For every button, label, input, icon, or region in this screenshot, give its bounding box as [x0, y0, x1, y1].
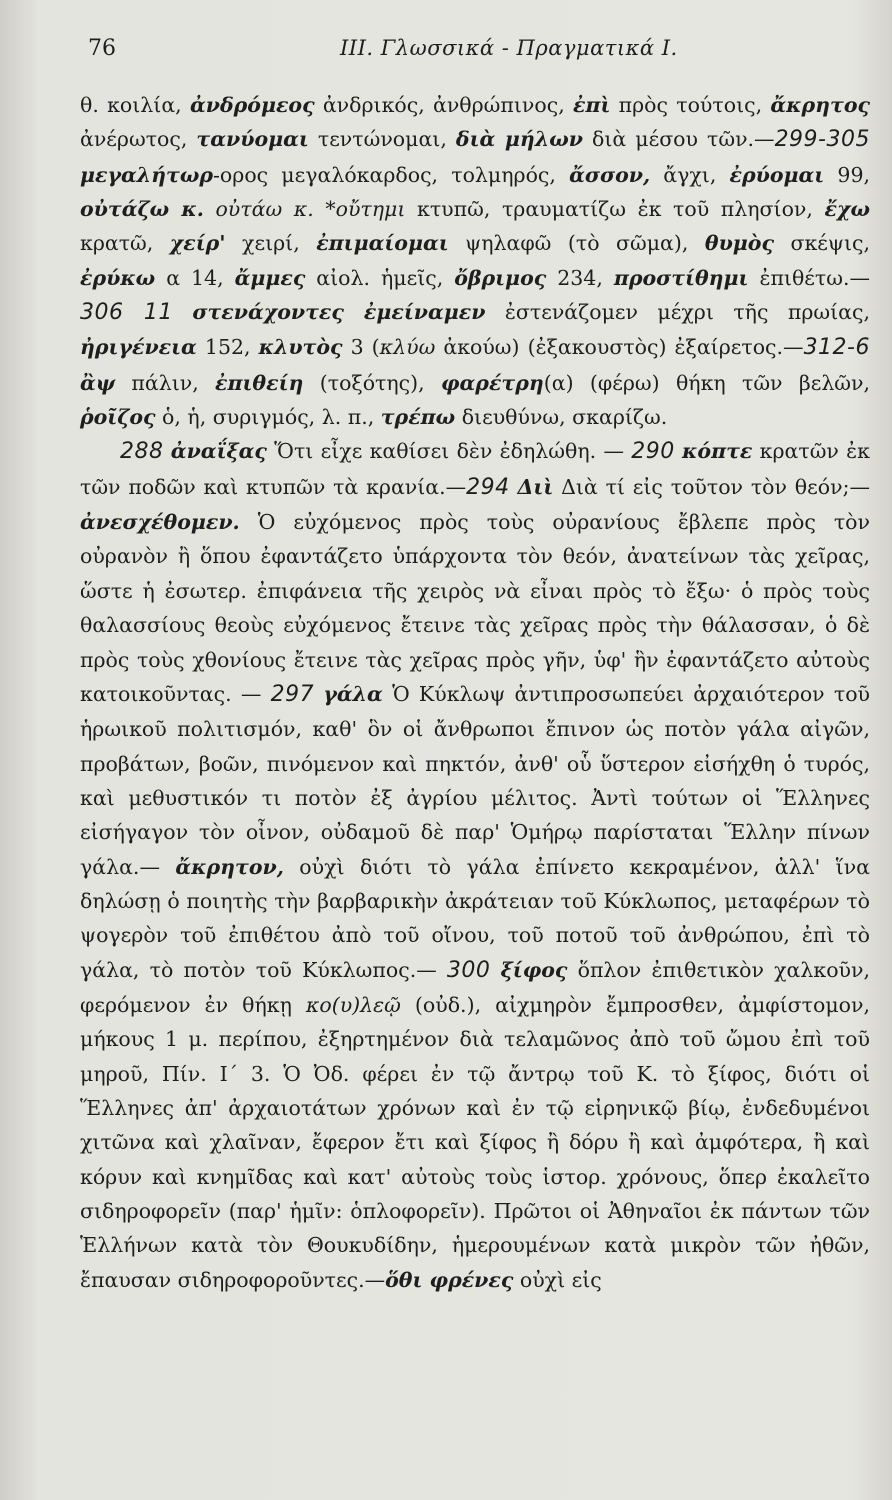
text-run: 3 (	[342, 335, 380, 360]
line-reference: 300	[446, 957, 491, 983]
line-reference: 312-6	[803, 335, 870, 361]
text-run: 152,	[196, 335, 259, 360]
italic-term: κλύω	[379, 335, 436, 360]
text-run: (τοξότης),	[303, 370, 441, 395]
text-run: τεντώνομαι,	[308, 127, 456, 152]
text-run: Ὁ εὐχόμενος πρὸς τοὺς οὐρανίους ἔβλεπε πρὸς τὸν οὐρανὸν ἢ ὅπου ἐφαντάζετο ὑπάρχοντα τὸν θεόν, ἀνατείνων τὰς χεῖρας, ὥστε ἡ ἐσωτερ. ἐπιφάνεια τῆς χειρὸς νὰ εἶναι πρὸς τὸ ἔξω· ὁ πρὸς τοὺς θαλασσίους θεοὺς εὐχόμενος ἔτεινε τὰς χεῖρας πρὸς τὴν θάλασσαν, ὁ δὲ πρὸς τοὺς χθονίους ἔτεινε τὰς χεῖρας πρὸς γῆν, ὑφ' ἣν ἐφαντάζετο αὐτοὺς κατοικοῦντας. —	[80, 510, 870, 706]
text-run: 234,	[546, 265, 614, 290]
text-run: κτυπῶ, τραυματίζω ἐκ τοῦ πλησίον,	[405, 197, 825, 222]
lemma: ἠριγένεια	[80, 335, 197, 360]
text-run: κρατῶ,	[80, 231, 170, 256]
text-run: πρὸς τούτοις,	[610, 93, 771, 117]
text-run: ἄγχι,	[650, 162, 730, 187]
commentary-text	[80, 88, 870, 1297]
running-head: III. Γλωσσικά - Πραγματικά I.	[340, 36, 678, 60]
lemma: στενάχοντες ἐμείναμεν	[192, 300, 486, 325]
line-reference: 294	[466, 474, 510, 500]
text-run: ἀκούω) (ἐξακουστὸς) ἐξαίρετος.—	[435, 335, 804, 360]
text-run: *	[313, 197, 336, 222]
text-run	[314, 682, 323, 706]
text-run: ἐστενάζομεν μέχρι τῆς πρωίας,	[485, 300, 870, 325]
text-run	[510, 475, 518, 499]
italic-term: οὔτημι	[335, 197, 406, 222]
line-reference: 288	[120, 439, 164, 465]
text-run	[490, 958, 500, 982]
text-run: ἐπιθέτω.—	[748, 265, 870, 290]
text-run: διευθύνω, σκαρίζω.	[455, 405, 668, 430]
lemma: τρέπω	[380, 405, 456, 430]
lemma: μεγαλήτωρ	[80, 162, 213, 187]
text-run: αἰολ. ἡμεῖς,	[305, 265, 455, 290]
line-reference: 299-305	[774, 127, 870, 153]
text-run: ἀνέρωτος,	[80, 127, 197, 152]
italic-term: κο(υ)λεῷ	[305, 992, 401, 1017]
text-run: θ. κοιλία,	[80, 93, 190, 117]
text-run	[164, 439, 171, 463]
text-run: πάλιν,	[115, 370, 216, 395]
text-run: Ὁ Κύκλωψ ἀντιπροσωπεύει ἀρχαιότερον τοῦ ἡρωικοῦ πολιτισμόν, καθ' ὃν οἱ ἄνθρωποι ἔπινον ὡς ποτὸν γάλα αἰγῶν, προβάτων, βοῶν, πινόμενον καὶ πηκτόν, ἀνθ' οὗ ὕστερον εἰσήχθη ὁ τυρός, καὶ μεθυστικόν τι ποτὸν ἐξ ἀγρίου μέλιτος. Ἀντὶ τούτων οἱ Ἕλληνες εἰσήγαγον τὸν οἶνον, οὐδαμοῦ δὲ παρ' Ὁμήρῳ παρίσταται Ἕλλην πίνων γάλα.—	[80, 681, 870, 879]
lemma: ἀναΐξας	[170, 439, 267, 464]
lemma: διὰ μήλων	[455, 127, 583, 152]
lemma: ἀνδρόμεος	[189, 93, 315, 117]
text-run: χειρί,	[225, 231, 317, 256]
lemma: ὄβριμος	[454, 265, 547, 290]
text-run: (οὐδ.), αἰχμηρὸν ἔμπροσθεν, ἀμφίστομον, μήκους 1 μ. περίπου, ἐξηρτημένον διὰ τελαμῶνος ἀπὸ τοῦ ὤμου ἐπὶ τοῦ μηροῦ, Πίν. Ι΄ 3. Ὁ Ὀδ. φέρει ἐν τῷ ἄντρῳ τοῦ Κ. τὸ ξίφος, διότι οἱ Ἕλληνες ἀπ' ἀρχαιοτάτων χρόνων καὶ ἐν τῷ εἰρηνικῷ βίῳ, ἐνδεδυμένοι χιτῶνα καὶ χλαῖναν, ἔφερον ἔτι καὶ ξίφος ἢ δόρυ ἢ καὶ ἀμφότερα, ἢ καὶ κόρυν καὶ κνημῖδας καὶ κατ' αὐτοὺς τοὺς ἱστορ. χρόνους, ὅπερ ἐκαλεῖτο σιδηροφορεῖν (παρ' ἡμῖν: ὁπλοφορεῖν). Πρῶτοι οἱ Ἀθηναῖοι ἐκ πάντων τῶν Ἑλλήνων κατὰ τὸν Θουκυδίδην, ἡμερουμένων κατὰ μικρὸν τῶν ἠθῶν, ἔπαυσαν σιδηροφοροῦντες.—	[80, 992, 870, 1292]
text-run: σκέψις,	[773, 231, 870, 256]
text-run: α 14,	[155, 265, 235, 290]
lemma: ἄμμες	[234, 265, 306, 290]
text-run: 99,	[824, 162, 870, 187]
lemma: προστίθημι	[613, 265, 749, 290]
paragraph	[80, 434, 870, 1297]
lemma: ἐρύομαι	[729, 162, 825, 187]
text-run: ὅπλον ἐπιθετικὸν χαλκοῦν, φερόμενον ἐν θήκῃ	[80, 957, 870, 1017]
text-run: ἀνδρικός, ἀνθρώπινος,	[314, 93, 573, 117]
lemma: ἀνεσχέθομεν.	[80, 510, 240, 535]
italic-term: οὐτάω κ.	[215, 197, 314, 222]
lemma: ἔχω	[824, 197, 870, 222]
text-run: κρατῶν ἐκ τῶν ποδῶν καὶ κτυπῶν τὰ κρανία.—	[80, 439, 870, 499]
text-run: οὐχὶ διότι τὸ γάλα ἐπίνετο κεκραμένον, ἀλλ' ἵνα δηλώσῃ ὁ ποιητὴς τὴν βαρβαρικὴν ἀκράτειαν τοῦ Κύκλωπος, μεταφέρων τὸ ψογερὸν τοῦ ἐπιθέτου ἀπὸ τοῦ οἴνου, τοῦ ποτοῦ τοῦ ἀνθρώπου, ἐπὶ τὸ γάλα, τὸ ποτὸν τοῦ Κύκλωπος.—	[80, 854, 871, 982]
paragraph	[80, 88, 870, 434]
lemma: χείρ'	[169, 231, 226, 256]
text-run	[173, 300, 192, 324]
text-run	[675, 439, 682, 463]
lemma: ἐρύκω	[80, 265, 156, 290]
text-run: οὐχὶ εἰς	[513, 1267, 602, 1292]
lemma: ὅθι φρένες	[385, 1267, 514, 1292]
lemma: τανύομαι	[196, 127, 309, 152]
text-run: ψηλαφῶ (τὸ σῶμα),	[448, 231, 705, 256]
lemma: γάλα	[323, 681, 383, 706]
line-reference: 297	[270, 681, 315, 707]
line-reference: 290	[631, 439, 675, 465]
lemma: Διὶ	[517, 474, 554, 499]
lemma: ἄσσον,	[569, 162, 651, 187]
lemma: ἂψ	[80, 370, 116, 395]
page-number: 76	[88, 36, 116, 61]
text-run: -ορος μεγαλόκαρδος, τολμηρός,	[213, 162, 570, 187]
lemma: θυμὸς	[704, 231, 774, 256]
lemma: ἄκρητον,	[175, 854, 284, 879]
text-run: διὰ μέσου τῶν.—	[582, 127, 775, 152]
line-reference: 306 11	[80, 300, 173, 326]
lemma: ἐπιμαίομαι	[316, 231, 449, 256]
page-header	[0, 30, 892, 70]
text-run: Διὰ τί εἰς τοῦτον τὸν θεόν;—	[553, 474, 870, 499]
lemma: φαρέτρη	[440, 370, 544, 395]
lemma: κόπτε	[682, 439, 753, 464]
lemma: ἐπιθείη	[215, 370, 304, 395]
lemma: ἐπὶ	[572, 93, 611, 117]
lemma: ἄκρητος	[770, 93, 871, 117]
lemma: ξίφος	[500, 957, 568, 982]
lemma: ῥοῖζος	[80, 405, 156, 430]
text-run: (α) (φέρω) θήκη τῶν βελῶν,	[543, 370, 871, 395]
text-run: Ὅτι εἶχε καθίσει δὲν ἐδηλώθη. —	[266, 439, 632, 464]
lemma: οὐτάζω κ.	[80, 197, 204, 222]
lemma: κλυτὸς	[258, 335, 343, 360]
text-run	[204, 197, 216, 221]
text-run: ὁ, ἡ, συριγμός, λ. π.,	[155, 405, 381, 430]
